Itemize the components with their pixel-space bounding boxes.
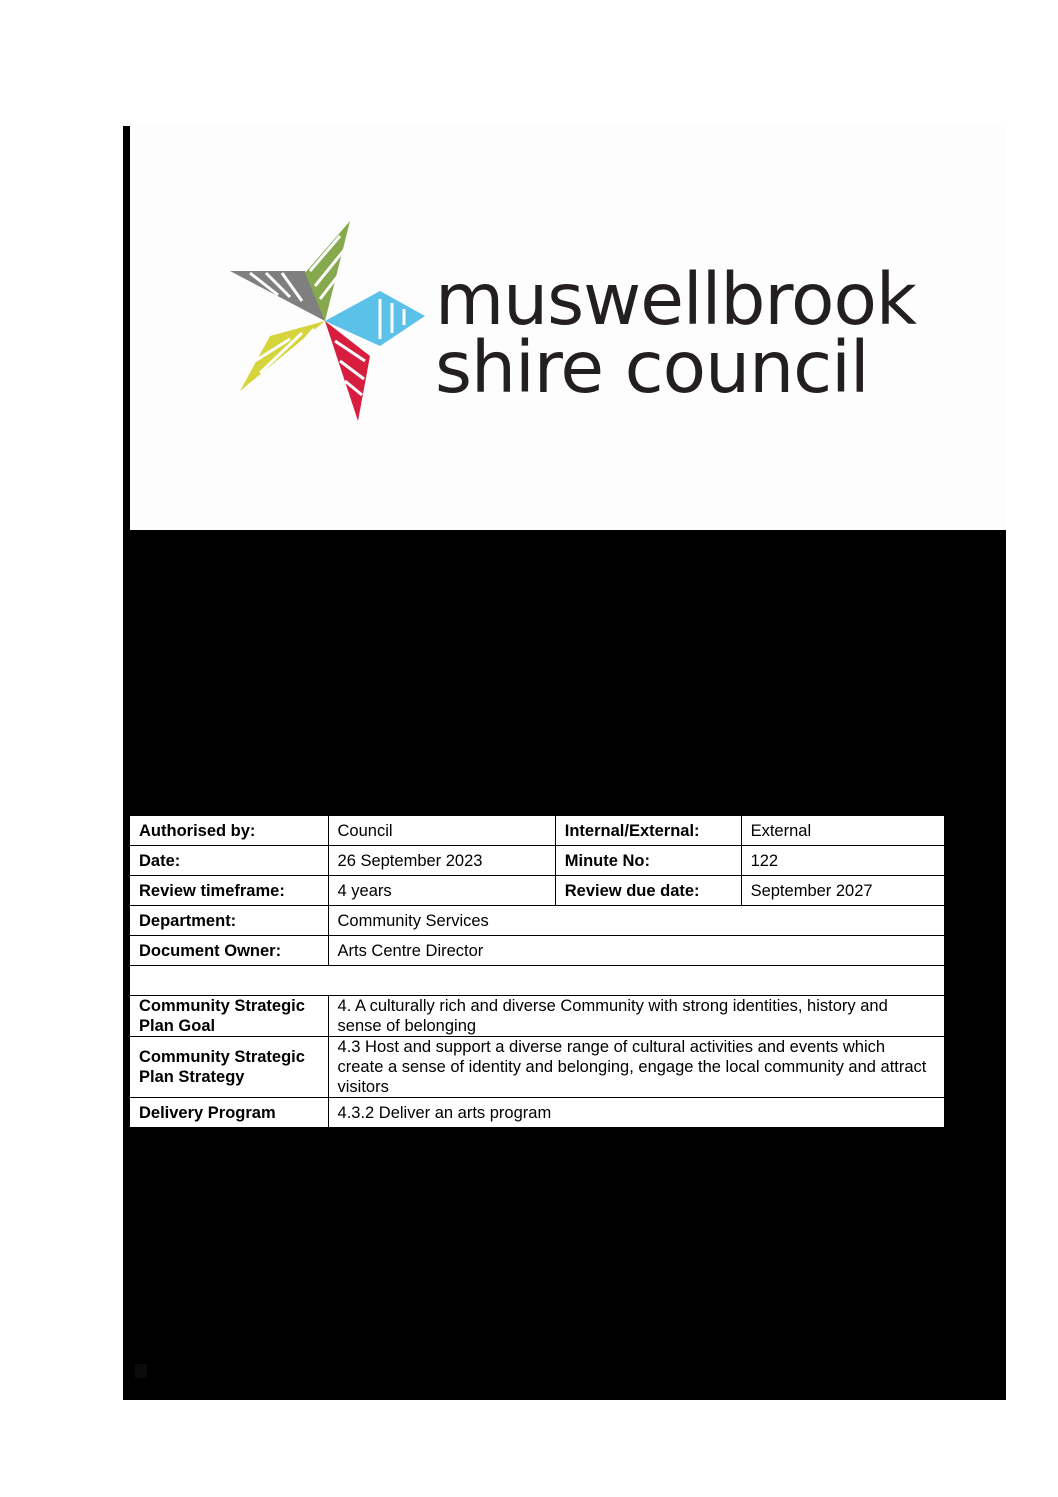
internal-external-label: Internal/External: bbox=[555, 816, 741, 846]
council-star-logo bbox=[230, 221, 430, 431]
table-row bbox=[130, 906, 945, 936]
logo-panel bbox=[130, 126, 1006, 530]
csp-strategy-label: Community Strategic Plan Strategy bbox=[130, 1037, 329, 1098]
table-row bbox=[130, 1098, 945, 1128]
authorised-by-value: Council bbox=[328, 816, 555, 846]
left-border-rule bbox=[123, 126, 130, 530]
table-row-blank bbox=[130, 966, 945, 996]
wordmark-line-1: muswellbrook bbox=[435, 258, 917, 341]
review-timeframe-value: 4 years bbox=[328, 876, 555, 906]
blank-cell bbox=[130, 966, 945, 996]
csp-goal-label: Community Strategic Plan Goal bbox=[130, 996, 329, 1037]
authorised-by-label: Authorised by: bbox=[130, 816, 329, 846]
council-wordmark bbox=[435, 258, 917, 409]
table-row bbox=[130, 876, 945, 906]
table-row bbox=[130, 936, 945, 966]
review-timeframe-label: Review timeframe: bbox=[130, 876, 329, 906]
phone-icon bbox=[135, 1364, 147, 1378]
date-value: 26 September 2023 bbox=[328, 846, 555, 876]
csp-strategy-value: 4.3 Host and support a diverse range of cultural activities and events which create a sense of identity and belonging, engage the local community and attract visitors bbox=[328, 1037, 944, 1098]
review-due-label: Review due date: bbox=[555, 876, 741, 906]
policy-metadata-table bbox=[129, 815, 945, 1128]
department-value: Community Services bbox=[328, 906, 944, 936]
review-due-value: September 2027 bbox=[741, 876, 944, 906]
table-row bbox=[130, 816, 945, 846]
csp-goal-value: 4. A culturally rich and diverse Community with strong identities, history and sense of belonging bbox=[328, 996, 944, 1037]
date-label: Date: bbox=[130, 846, 329, 876]
wordmark-line-2: shire council bbox=[435, 326, 869, 409]
table-row bbox=[130, 1037, 945, 1098]
table-row bbox=[130, 996, 945, 1037]
internal-external-value: External bbox=[741, 816, 944, 846]
minute-no-value: 122 bbox=[741, 846, 944, 876]
department-label: Department: bbox=[130, 906, 329, 936]
minute-no-label: Minute No: bbox=[555, 846, 741, 876]
table-row bbox=[130, 846, 945, 876]
delivery-program-label: Delivery Program bbox=[130, 1098, 329, 1128]
document-owner-label: Document Owner: bbox=[130, 936, 329, 966]
document-owner-value: Arts Centre Director bbox=[328, 936, 944, 966]
footer-contact-left bbox=[135, 1362, 157, 1379]
delivery-program-value: 4.3.2 Deliver an arts program bbox=[328, 1098, 944, 1128]
